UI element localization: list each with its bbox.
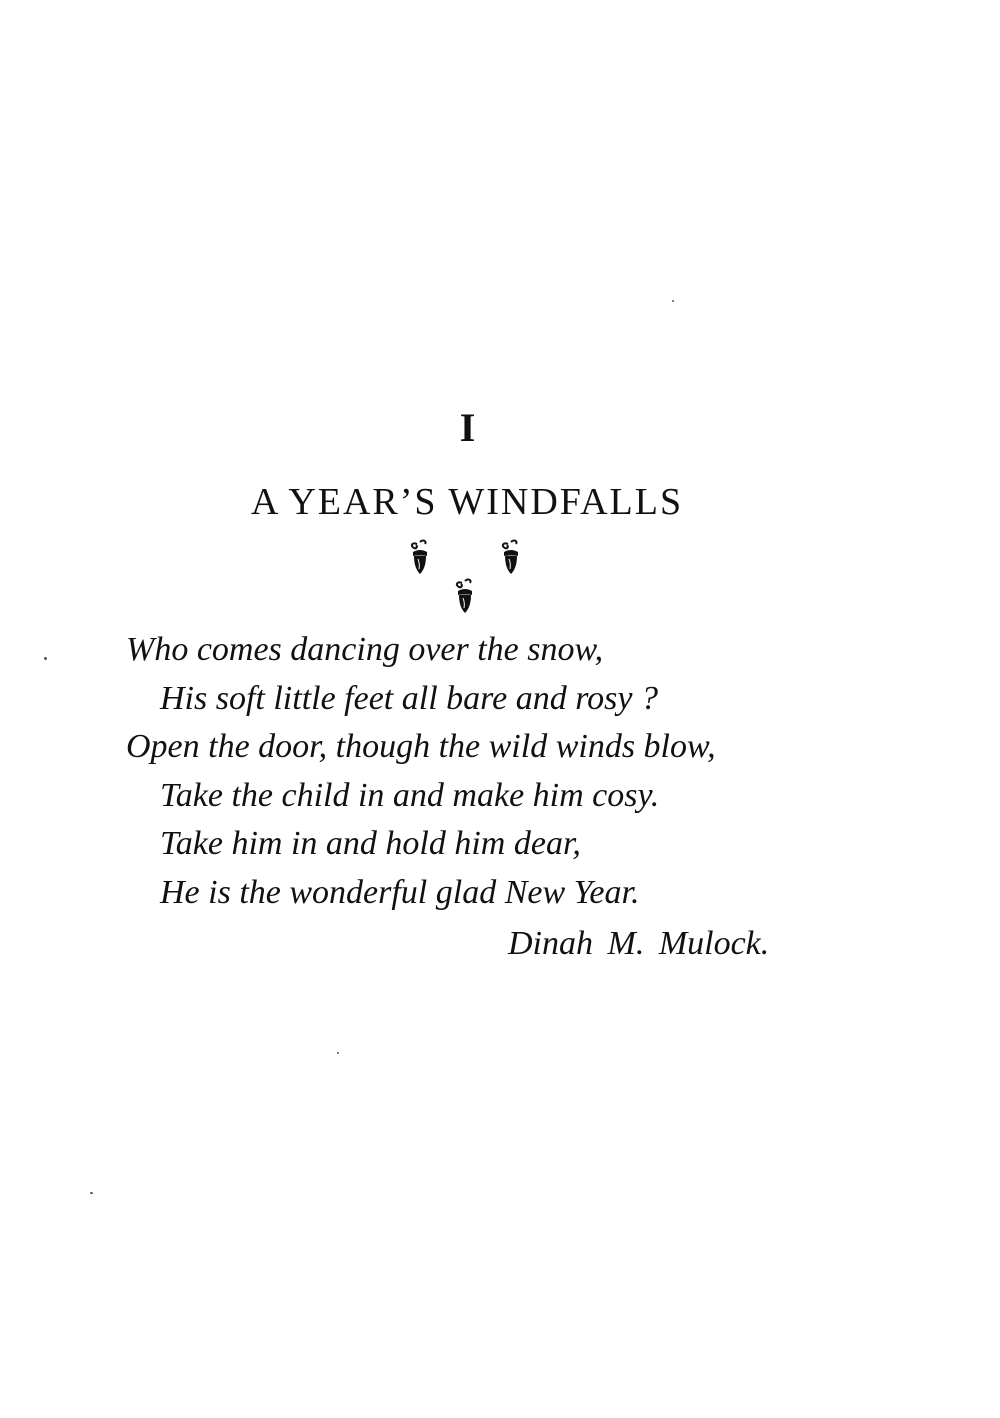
chapter-numeral	[0, 404, 1000, 452]
poem-author: Dinah M. Mulock.	[508, 925, 770, 962]
poem-line: Open the door, though the wild winds blow,	[126, 728, 716, 765]
scan-speck	[90, 1192, 93, 1194]
acorn-ornament-icon	[408, 538, 432, 578]
poem	[126, 626, 716, 917]
chapter-title-text: A YEAR’S WINDFALLS	[250, 481, 684, 523]
poem-line: Take the child in and make him cosy.	[160, 776, 660, 814]
chapter-numeral-text: I	[459, 405, 476, 450]
poem-line: His soft little feet all bare and rosy ?	[160, 679, 658, 717]
acorn-ornament-icon	[499, 538, 523, 578]
scan-speck	[672, 300, 674, 302]
scan-speck	[44, 657, 47, 660]
acorn-ornament-icon	[453, 577, 477, 617]
chapter-title	[0, 478, 1000, 526]
scan-speck	[337, 1052, 339, 1054]
poem-line: Take him in and hold him dear,	[160, 825, 581, 862]
poem-line: Who comes dancing over the snow,	[126, 631, 604, 668]
poem-line: He is the wonderful glad New Year.	[160, 873, 640, 911]
